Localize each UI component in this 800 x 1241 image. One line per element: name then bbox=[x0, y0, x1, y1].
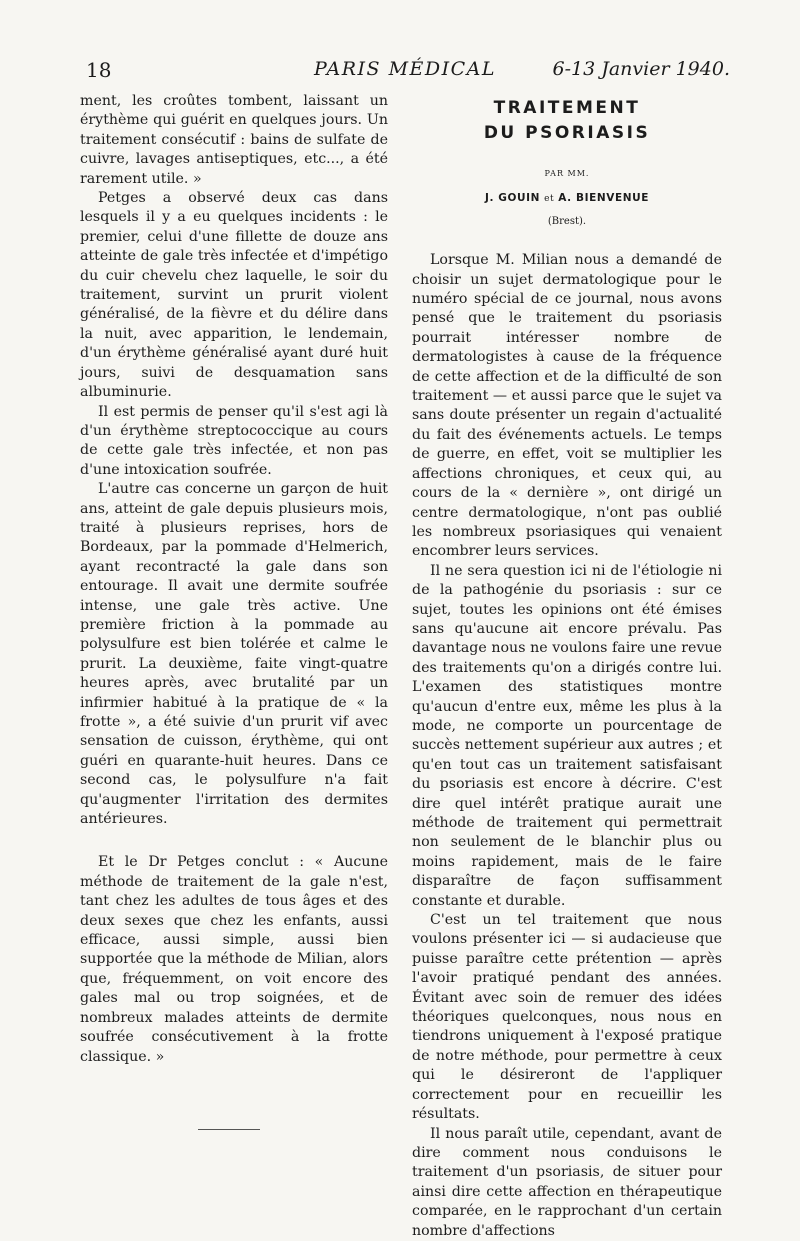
author-name: A. BIENVENUE bbox=[558, 192, 650, 205]
paragraph: Petges a observé deux cas dans lesquels il y a eu quelques incidents : le premier, celui d'une fillette de douze ans atteinte de gale très infectée et d'impétigo du cuir chevelu chez laquelle, le soir du traitement, survint un prurit violent généralisé, de la fièvre et du délire dans la nuit, avec apparition, le lendemain, d'un érythème généralisé ayant duré huit jours, suivi de desquamation sans albuminurie. bbox=[80, 190, 388, 401]
author-name: J. GOUIN bbox=[484, 192, 541, 205]
author-location: (Brest). bbox=[547, 215, 587, 227]
paragraph: C'est un tel traitement que nous voulons présenter ici — si audacieuse que puisse paraître cette prétention — après l'avoir pratiqué pendant des années. Évitant avec soin de remuer des idées théoriques quelconques, nous nous en tiendrons uniquement à l'exposé pratique de notre méthode, pour permettre à ceux qui le désireront de l'appliquer correctement pour en recueillir les résultats. bbox=[412, 912, 722, 1123]
paragraph: Il ne sera question ici ni de l'étiologie ni de la pathogénie du psoriasis : sur ce sujet, toutes les opinions ont été émises sans qu'aucune ait encore prévalu. Pas davantage nous ne voulons faire une revue des traitements qu'on a dirigés contre lui. L'examen des statistiques montre qu'aucun d'entre eux, même les plus à la mode, ne comporte un pourcentage de succès nettement supérieur aux autres ; et qu'en tout cas un traitement satisfaisant du psoriasis est encore à décrire. C'est dire quel intérêt pratique aurait une méthode de traitement qui permettrait non seulement de le blanchir plus ou moins rapidement, mais de le faire disparaître de façon suffisamment constante et durable. bbox=[412, 562, 722, 909]
issue-date: 6-13 Janvier 1940. bbox=[552, 58, 730, 80]
section-divider bbox=[198, 1129, 260, 1130]
paragraph: Il est permis de penser qu'il s'est agi là d'un érythème streptococcique au cours de cette gale très infectée, et non pas d'une intoxication soufrée. bbox=[80, 403, 388, 478]
journal-title: PARIS MÉDICAL bbox=[313, 58, 497, 80]
paragraph: L'autre cas concerne un garçon de huit ans, atteint de gale depuis plusieurs mois, traité à plusieurs reprises, hors de Bordeaux, par la pommade d'Helmerich, ayant recontracté la gale dans son entourage. Il avait une dermite soufrée intense, une gale très active. Une première friction à la pommade au polysulfure est bien tolérée et calme le prurit. La deuxième, faite vingt-quatre heures après, avec brutalité par un infirmier habitué à la pratique de « la frotte », a été suivie d'un prurit vif avec sensation de cuisson, érythème, qui ont guéri en quarante-huit heures. Dans ce second cas, le polysulfure n'a fait qu'augmenter l'irritation des dermites antérieures. bbox=[80, 481, 388, 828]
paragraph: Lorsque M. Milian nous a demandé de choisir un sujet dermatologique pour le numéro spécial de ce journal, nous avons pensé que le traitement du psoriasis pourrait intéresser nombre de dermatologistes à cause de la fréquence de cette affection et de la difficulté de son traitement — et aussi parce que le sujet va sans doute présenter un regain d'actualité du fait des événements actuels. Le temps de guerre, en effet, voit se multiplier les affections chroniques, et ceux qui, au cours de la « dernière », ont dirigé un centre dermatologique, n'ont pas oublié les nombreux psoriasiques qui venaient encombrer leurs services. bbox=[412, 252, 722, 560]
page-header bbox=[80, 58, 730, 88]
article-title: TRAITEMENT DU PSORIASIS bbox=[483, 98, 651, 143]
right-column bbox=[412, 92, 722, 1241]
author-conjunction: et bbox=[544, 194, 555, 205]
paragraph: ment, les croûtes tombent, laissant un érythème qui guérit en quelques jours. Un traitement consécutif : bains de sulfate de cuivre, lavages antiseptiques, etc..., a été rarement utile. » bbox=[80, 93, 388, 187]
paragraph: Il nous paraît utile, cependant, avant de dire comment nous conduisons le traitement d'un psoriasis, de situer pour ainsi dire cette affection en thérapeutique comparée, en le rapprochant d'un certain nombre d'affections bbox=[412, 1125, 722, 1239]
byline-prefix: PAR MM. bbox=[544, 169, 590, 178]
authors bbox=[412, 189, 722, 209]
left-column bbox=[80, 92, 388, 1130]
page-number: 18 bbox=[86, 58, 112, 82]
paragraph: Et le Dr Petges conclut : « Aucune méthode de traitement de la gale n'est, tant chez les adultes de tous âges et des deux sexes que chez les enfants, aussi efficace, aussi simple, aussi bien supportée que la méthode de Milian, alors que, fréquemment, on voit encore des gales mal ou trop soignées, et de nombreux malades atteints de dermite soufrée consécutivement à la frotte classique. » bbox=[80, 854, 388, 1065]
